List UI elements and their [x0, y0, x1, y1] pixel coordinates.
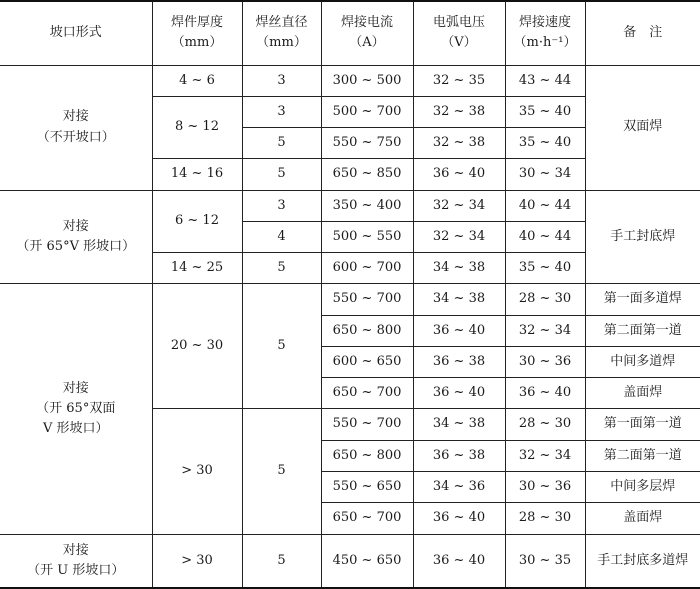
thickness-cell: 8 ~ 12: [152, 96, 242, 159]
wire-cell: 5: [242, 409, 321, 534]
note-cell: 中间多道焊: [585, 346, 700, 377]
note-cell: 盖面焊: [585, 378, 700, 409]
wire-cell: 3: [242, 190, 321, 221]
voltage-cell: 36 ~ 38: [413, 346, 505, 377]
speed-cell: 32 ~ 34: [505, 440, 585, 471]
note-cell: 第二面第一道: [585, 315, 700, 346]
speed-cell: 30 ~ 36: [505, 346, 585, 377]
speed-cell: 30 ~ 34: [505, 159, 585, 190]
speed-cell: 35 ~ 40: [505, 253, 585, 284]
note-cell: 双面焊: [585, 65, 700, 190]
current-cell: 550 ~ 700: [321, 284, 413, 315]
current-cell: 550 ~ 650: [321, 471, 413, 502]
speed-cell: 28 ~ 30: [505, 503, 585, 534]
voltage-cell: 32 ~ 34: [413, 221, 505, 252]
thickness-cell: 14 ~ 25: [152, 253, 242, 284]
header-voltage: 电弧电压 （V）: [413, 1, 505, 65]
thickness-cell: > 30: [152, 534, 242, 588]
thickness-cell: > 30: [152, 409, 242, 534]
speed-cell: 36 ~ 40: [505, 378, 585, 409]
voltage-cell: 32 ~ 38: [413, 96, 505, 127]
wire-cell: 5: [242, 253, 321, 284]
note-cell: 手工封底多道焊: [585, 534, 700, 588]
thickness-cell: 6 ~ 12: [152, 190, 242, 253]
voltage-cell: 36 ~ 38: [413, 440, 505, 471]
groove-type-cell: 对接 （不开坡口）: [0, 65, 152, 190]
current-cell: 350 ~ 400: [321, 190, 413, 221]
wire-cell: 5: [242, 159, 321, 190]
current-cell: 650 ~ 800: [321, 315, 413, 346]
groove-type-cell: 对接 （开 U 形坡口）: [0, 534, 152, 588]
current-cell: 600 ~ 700: [321, 253, 413, 284]
voltage-cell: 36 ~ 40: [413, 503, 505, 534]
groove-type-cell: 对接 （开 65°双面 V 形坡口）: [0, 284, 152, 534]
current-cell: 500 ~ 700: [321, 96, 413, 127]
header-notes: 备 注: [585, 1, 700, 65]
note-cell: 盖面焊: [585, 503, 700, 534]
note-cell: 第一面多道焊: [585, 284, 700, 315]
current-cell: 450 ~ 650: [321, 534, 413, 588]
voltage-cell: 34 ~ 38: [413, 409, 505, 440]
current-cell: 650 ~ 800: [321, 440, 413, 471]
thickness-cell: 20 ~ 30: [152, 284, 242, 409]
voltage-cell: 36 ~ 40: [413, 534, 505, 588]
current-cell: 650 ~ 850: [321, 159, 413, 190]
note-cell: 第二面第一道: [585, 440, 700, 471]
header-wire-diameter: 焊丝直径 （mm）: [242, 1, 321, 65]
voltage-cell: 32 ~ 34: [413, 190, 505, 221]
table-row: [0, 284, 700, 315]
wire-cell: 4: [242, 221, 321, 252]
voltage-cell: 34 ~ 38: [413, 253, 505, 284]
voltage-cell: 36 ~ 40: [413, 159, 505, 190]
header-row: [0, 1, 700, 65]
voltage-cell: 34 ~ 36: [413, 471, 505, 502]
voltage-cell: 32 ~ 38: [413, 128, 505, 159]
current-cell: 300 ~ 500: [321, 65, 413, 96]
speed-cell: 43 ~ 44: [505, 65, 585, 96]
thickness-cell: 4 ~ 6: [152, 65, 242, 96]
header-current: 焊接电流 （A）: [321, 1, 413, 65]
speed-cell: 40 ~ 44: [505, 190, 585, 221]
wire-cell: 3: [242, 96, 321, 127]
wire-cell: 5: [242, 284, 321, 409]
header-groove-type: 坡口形式: [0, 1, 152, 65]
note-cell: 第一面第一道: [585, 409, 700, 440]
current-cell: 650 ~ 700: [321, 503, 413, 534]
voltage-cell: 32 ~ 35: [413, 65, 505, 96]
voltage-cell: 36 ~ 40: [413, 378, 505, 409]
wire-cell: 3: [242, 65, 321, 96]
current-cell: 550 ~ 750: [321, 128, 413, 159]
current-cell: 500 ~ 550: [321, 221, 413, 252]
current-cell: 650 ~ 700: [321, 378, 413, 409]
voltage-cell: 36 ~ 40: [413, 315, 505, 346]
current-cell: 550 ~ 700: [321, 409, 413, 440]
speed-cell: 32 ~ 34: [505, 315, 585, 346]
speed-cell: 30 ~ 36: [505, 471, 585, 502]
speed-cell: 35 ~ 40: [505, 128, 585, 159]
header-speed: 焊接速度 （m·h⁻¹）: [505, 1, 585, 65]
header-thickness: 焊件厚度 （mm）: [152, 1, 242, 65]
speed-cell: 35 ~ 40: [505, 96, 585, 127]
note-cell: 手工封底焊: [585, 190, 700, 284]
note-cell: 中间多层焊: [585, 471, 700, 502]
table-row: [0, 65, 700, 96]
speed-cell: 28 ~ 30: [505, 409, 585, 440]
voltage-cell: 34 ~ 38: [413, 284, 505, 315]
speed-cell: 28 ~ 30: [505, 284, 585, 315]
speed-cell: 40 ~ 44: [505, 221, 585, 252]
speed-cell: 30 ~ 35: [505, 534, 585, 588]
table-row: [0, 534, 700, 588]
groove-type-cell: 对接 （开 65°V 形坡口）: [0, 190, 152, 284]
thickness-cell: 14 ~ 16: [152, 159, 242, 190]
wire-cell: 5: [242, 534, 321, 588]
wire-cell: 5: [242, 128, 321, 159]
table-row: [0, 190, 700, 221]
current-cell: 600 ~ 650: [321, 346, 413, 377]
